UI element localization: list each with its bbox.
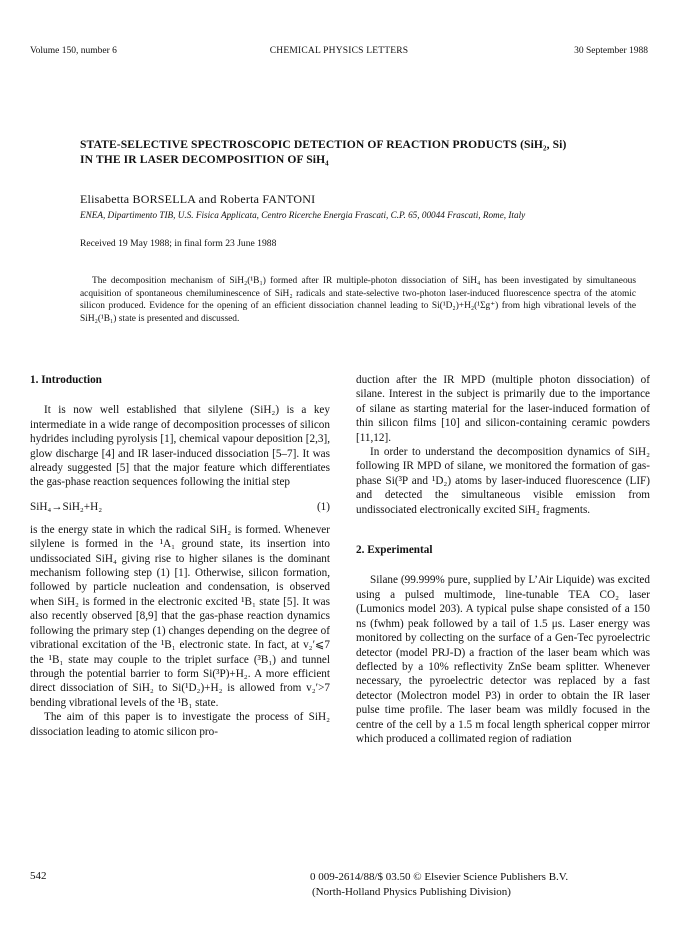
received-dates: Received 19 May 1988; in final form 23 June 1988 [80, 238, 277, 249]
right-column [356, 373, 650, 746]
title-line: IN THE IR LASER DECOMPOSITION OF SiH₄ [80, 153, 329, 166]
equation-expression: SiH₄→SiH₂+H₂ [30, 500, 103, 513]
section-heading: 2. Experimental [356, 544, 433, 557]
equation-1 [30, 500, 330, 515]
left-column [30, 373, 330, 739]
author-affiliation: ENEA, Dipartimento TIB, U.S. Fisica Applicata, Centro Ricerche Energia Frascati, C.P. 65, 00044 Frascati, Rome, Italy [80, 210, 526, 220]
section-heading: 1. Introduction [30, 374, 102, 386]
body-paragraph: The aim of this paper is to investigate the process of SiH₂ dissociation leading to atomic silicon pro- [30, 711, 330, 738]
journal-name: CHEMICAL PHYSICS LETTERS [269, 46, 409, 56]
paper-title [80, 137, 640, 167]
author-list: Elisabetta BORSELLA and Roberta FANTONI [80, 192, 316, 206]
volume-number: Volume 150, number 6 [30, 46, 117, 56]
abstract: The decomposition mechanism of SiH₂(¹B₁) formed after IR multiple-photon dissociation of SiH₄ has been investigated by simultaneous acquisition of spontaneous chemiluminescence of SiH₂ radicals and state-selective two-photon laser-induced fluorescence spectra of the atomic silicon produced. Evidence for the opening of an efficient dissociation channel leading to Si(¹D₂)+H₂(¹Σg⁺) from high vibrational levels of the SiH₂(¹B₁) state is presented and discussed. [80, 276, 636, 324]
body-paragraph: It is now well established that silylene (SiH₂) is a key intermediate in a wide range of decomposition processes of silicon hydrides including pyrolysis [1], chemical vapour deposition [2,3], glow discharge [4] and IR laser-induced dissociation [5–7]. It was already suggested [5] that the major feature which differentiates the gas-phase reaction sequences following the initial step [30, 404, 330, 489]
body-paragraph: is the energy state in which the radical SiH₂ is formed. Whenever silylene is formed in the ¹A₁ ground state, its insertion into undissociated SiH₄ giving rise to higher silanes is the dominant mechanism following step (1) [1]. Otherwise, silicon formation, followed by particle nucleation and condensation, is observed when SiH₂ is formed in the electronic excited ¹B₁ state [5]. It was also recently observed [8,9] that the gas-phase reaction dynamics following the primary step (1) changes depending on the degree of vibrational excitation of the ¹B₁ electronic state. In fact, at v₂′⩽7 the ¹B₁ state may couple to the triplet surface (³B₁) and tunnel through the potential barrier to form Si(³P)+H₂. A more efficient direct dissociation of SiH₂ to Si(¹D₂)+H₂ is allowed from v₂′>7 bending vibrational levels of the ¹B₁ state. [30, 523, 330, 709]
body-paragraph: In order to understand the decomposition dynamics of SiH₂ following IR MPD of silane, we monitored the formation of gas-phase Si(³P and ¹D₂) atoms by laser-induced fluorescence (LIF) and detected the simultaneous visible emission from undissociated electronically excited SiH₂ fragments. [356, 446, 650, 516]
publisher-line: (North-Holland Physics Publishing Division) [312, 886, 511, 898]
issue-date: 30 September 1988 [574, 46, 648, 56]
body-paragraph: Silane (99.999% pure, supplied by L’Air Liquide) was excited using a pulsed multimode, line-tunable TEA CO₂ laser (Lumonics model 203). A typical pulse shape consisted of a 150 ns (fwhm) peak followed by a tail of 1.5 μs. Laser energy was monitored by collecting on the surface of a Gen-Tec pyroelectric detector (model PRJ-D) a fraction of the laser beam which was deflected by a 10% reflectivity ZnSe beam splitter. Whenever necessary, the pyroelectric detector was replaced by a fast detector (Molectron model P3) in order to obtain the IR laser pulse time profile. The laser beam was mildly focused in the centre of the cell by a 1.5 m focal length spherical copper mirror which produced a collimated region of radiation [356, 574, 650, 745]
title-line: STATE-SELECTIVE SPECTROSCOPIC DETECTION OF REACTION PRODUCTS (SiH₂, Si) [80, 138, 567, 151]
running-head [30, 46, 648, 60]
body-paragraph: duction after the IR MPD (multiple photon dissociation) of silane. Interest in the subject is primarily due to the importance of silane as starting material for the laser-induced formation of thin silicon films [10] and silicon-containing ceramic powders [11,12]. [356, 374, 650, 444]
page-number: 542 [30, 870, 47, 882]
publisher-footer [310, 870, 650, 900]
issn-line: 0 009-2614/88/$ 03.50 © Elsevier Science Publishers B.V. [310, 871, 569, 883]
equation-number: (1) [316, 500, 330, 513]
